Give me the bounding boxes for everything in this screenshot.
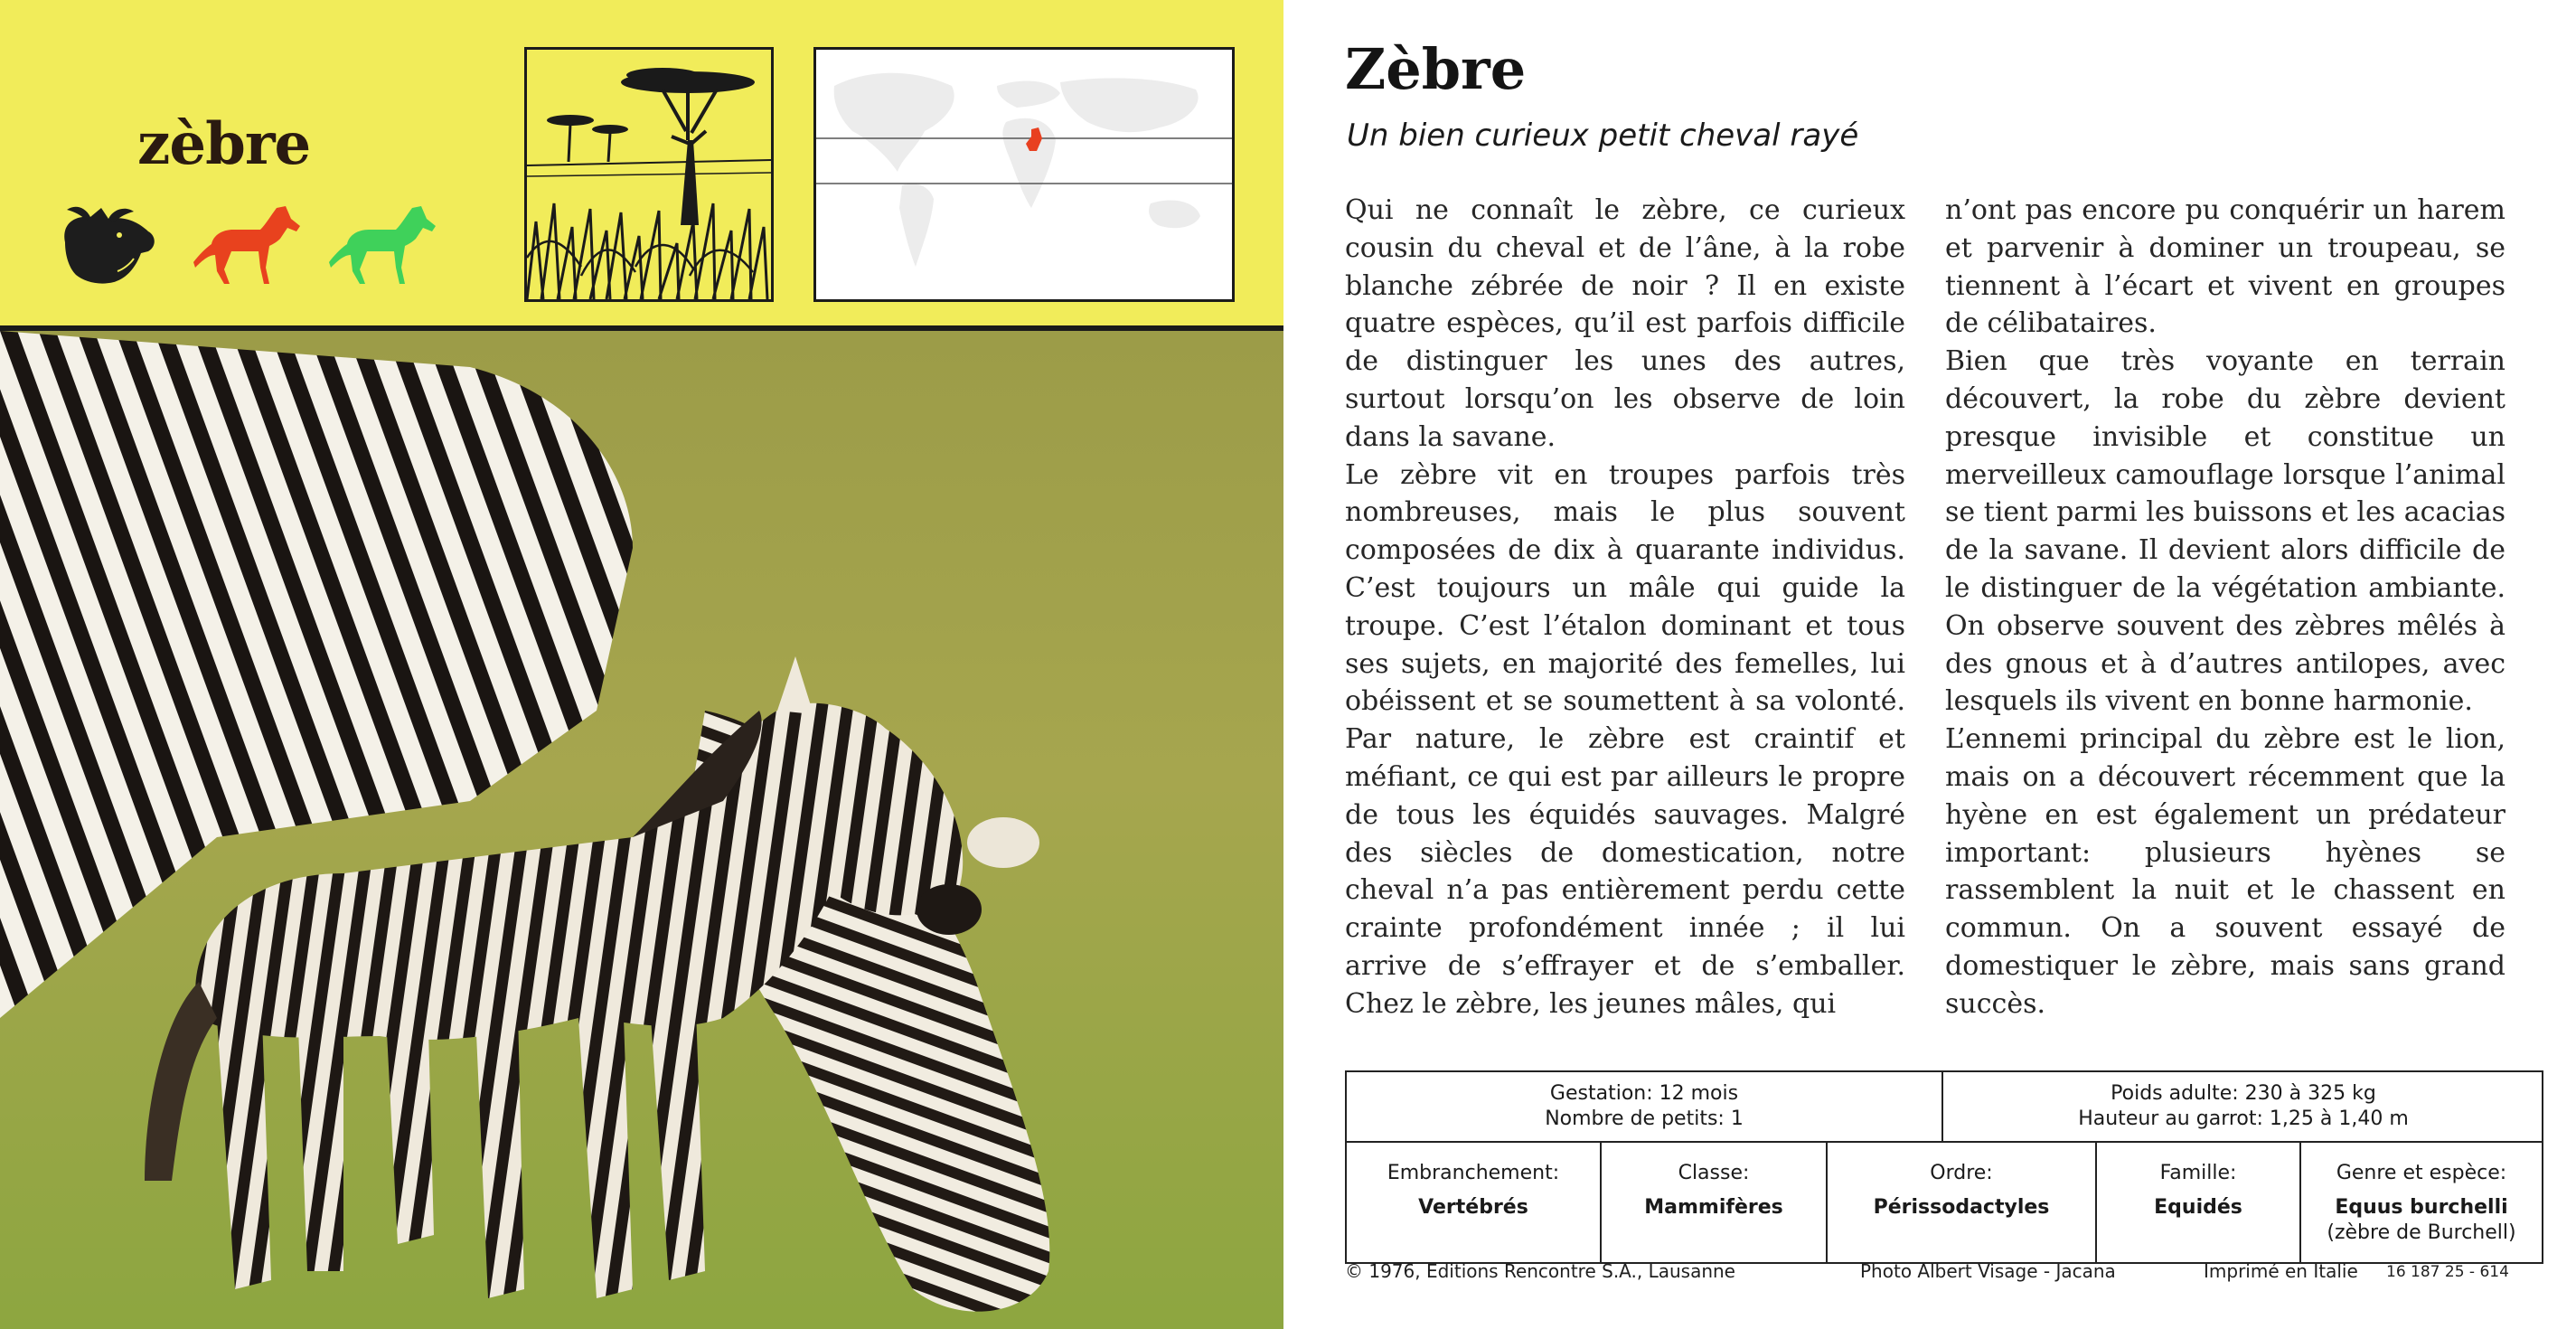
facts-table <box>1345 1070 2543 1264</box>
facts-summary <box>1347 1072 2542 1143</box>
card-title: Zèbre <box>1345 36 1527 102</box>
horse-green-icon <box>325 199 443 289</box>
habitat-illustration <box>524 47 774 302</box>
paragraph: Bien que très voyante en terrain découvert, la robe du zèbre devient presque invisible et constitue un merveilleux camouflage lorsque l’animal se tient parmi les buissons et les acacias de la savane. Il devient alors difficile de le distinguer de la végétation ambiante. On observe souvent des zèbres mêlés à des gnous et à d’autres antilopes, avec lesquels ils vivent en bonne harmonie. <box>1945 345 2505 718</box>
taxonomy-species: Genre et espèce: Equus burchelli (zèbre de Burchell) <box>2299 1143 2542 1262</box>
taxonomy-order: Ordre: Périssodactyles <box>1826 1143 2095 1262</box>
range-map <box>813 47 1235 302</box>
horse-red-icon <box>190 199 307 289</box>
text-column-1 <box>1345 192 1905 1023</box>
printed-in: Imprimé en Italie <box>2204 1260 2358 1282</box>
gestation: Gestation: 12 mois <box>1549 1082 1739 1105</box>
copyright: © 1976, Editions Rencontre S.A., Lausanne <box>1345 1260 1735 1282</box>
common-name: zèbre <box>137 110 311 178</box>
paragraph: L’ennemi principal du zèbre est le lion, mais on a découvert récemment que la hyène en est également un prédateur important: plusieurs hyènes se rassemblent la nuit et le chassent en commun. On a souvent essayé de domestiquer le zèbre, mais sans grand succès. <box>1945 723 2505 1020</box>
bull-head-icon <box>54 199 163 289</box>
category-icons <box>54 199 452 289</box>
card-code: 16 187 25 - 614 <box>2386 1263 2509 1281</box>
litter-size: Nombre de petits: 1 <box>1545 1108 1744 1130</box>
taxonomy-phylum: Embranchement: Vertébrés <box>1387 1162 1560 1219</box>
taxonomy-family: Famille: Equidés <box>2095 1143 2299 1262</box>
taxonomy-class: Classe: Mammifères <box>1600 1143 1826 1262</box>
card-front <box>0 0 1283 1329</box>
paragraph: Qui ne connaît le zèbre, ce curieux cousin du cheval et de l’âne, à la robe blanche zébrée de noir ? Il en existe quatre espèces, qu’il est parfois difficile de distinguer les unes des autres, surtout lorsqu’on les observe de loin dans la savane. <box>1345 194 1905 453</box>
card-back <box>1302 0 2576 1329</box>
facts-size <box>1945 1072 2542 1141</box>
paragraph: Le zèbre vit en troupes parfois très nombreuses, mais le plus souvent composées de dix à quarante individus. C’est toujours un mâle qui guide la troupe. C’est l’étalon dominant et tous ses sujets, en majorité des femelles, lui obéissent et se soumettent à sa volonté. Par nature, le zèbre est craintif et méfiant, ce qui est par ailleurs le propre de tous les équidés sauvages. Malgré des siècles de domestication, notre cheval n’a pas entièrement perdu cette crainte profondément innée ; il lui arrive de s’effrayer et de s’emballer. Chez le zèbre, les jeunes mâles, qui <box>1345 458 1905 1020</box>
shoulder-height: Hauteur au garrot: 1,25 à 1,40 m <box>2078 1108 2409 1130</box>
adult-weight: Poids adulte: 230 à 325 kg <box>2111 1082 2376 1105</box>
zebra-photo <box>0 331 1283 1329</box>
paragraph: n’ont pas encore pu conquérir un harem et parvenir à dominer un troupeau, se tiennent à l’écart et vivent en groupes de célibataires. <box>1945 194 2505 340</box>
facts-reproduction <box>1347 1072 1943 1141</box>
taxonomy-row <box>1347 1143 2542 1262</box>
text-column-2 <box>1945 192 2505 1023</box>
card-subtitle: Un bien curieux petit cheval rayé <box>1347 118 1859 154</box>
photo-credit: Photo Albert Visage - Jacana <box>1860 1260 2116 1282</box>
